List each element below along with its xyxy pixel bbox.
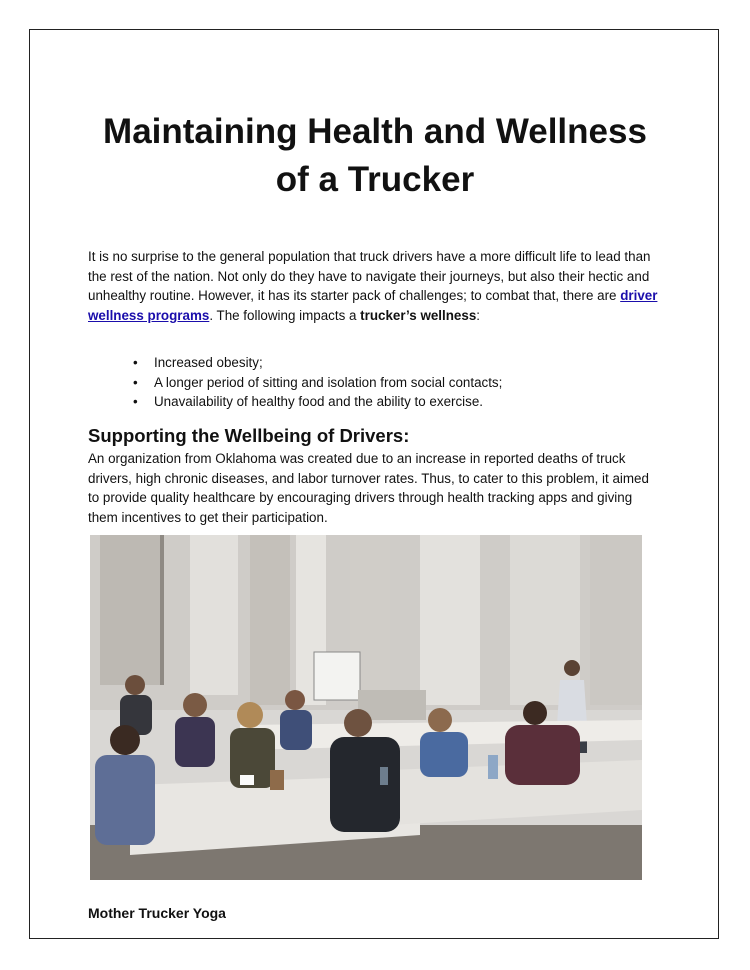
workshop-photo [90,535,642,880]
intro-text: It is no surprise to the general population that truck drivers have a more difficult life to lead than the rest of the nation. Not only do they have to navigate their journeys, but also their hectic and unhealthy routine. However, it has its starter pack of challenges; to combat that, there are [88,249,651,303]
bullet-icon: • [133,374,138,390]
page-title [60,108,690,204]
intro-paragraph [88,247,663,325]
title-line-1: Maintaining Health and Wellness [103,112,647,151]
impacts-list [133,353,502,412]
title-line-2: of a Trucker [275,160,475,199]
intro-text-after-link: . The following impacts a [209,307,361,323]
footer-brand: Mother Trucker Yoga [88,905,226,921]
list-item [133,373,502,393]
list-item-text: A longer period of sitting and isolation from social contacts; [154,374,503,390]
list-item [133,392,502,412]
list-item-text: Increased obesity; [154,355,263,370]
section-paragraph: An organization from Oklahoma was created due to an increase in reported deaths of truck drivers, high chronic diseases, and labor turnover rates. Thus, to cater to this problem, it aimed to provide quality healthcare by encouraging drivers through health tracking apps and giving them incentives to get their participation. [88,451,649,525]
intro-colon: : [476,307,481,323]
driver-wellness-programs-link[interactable]: driver wellness programs [88,288,658,323]
list-item-text: Unavailability of healthy food and the ability to exercise. [154,394,484,409]
list-item [133,353,502,373]
truckers-wellness-bold: trucker’s wellness [360,307,477,323]
section-heading: Supporting the Wellbeing of Drivers: [88,425,410,446]
bullet-icon: • [133,394,138,409]
bullet-icon: • [133,355,138,370]
